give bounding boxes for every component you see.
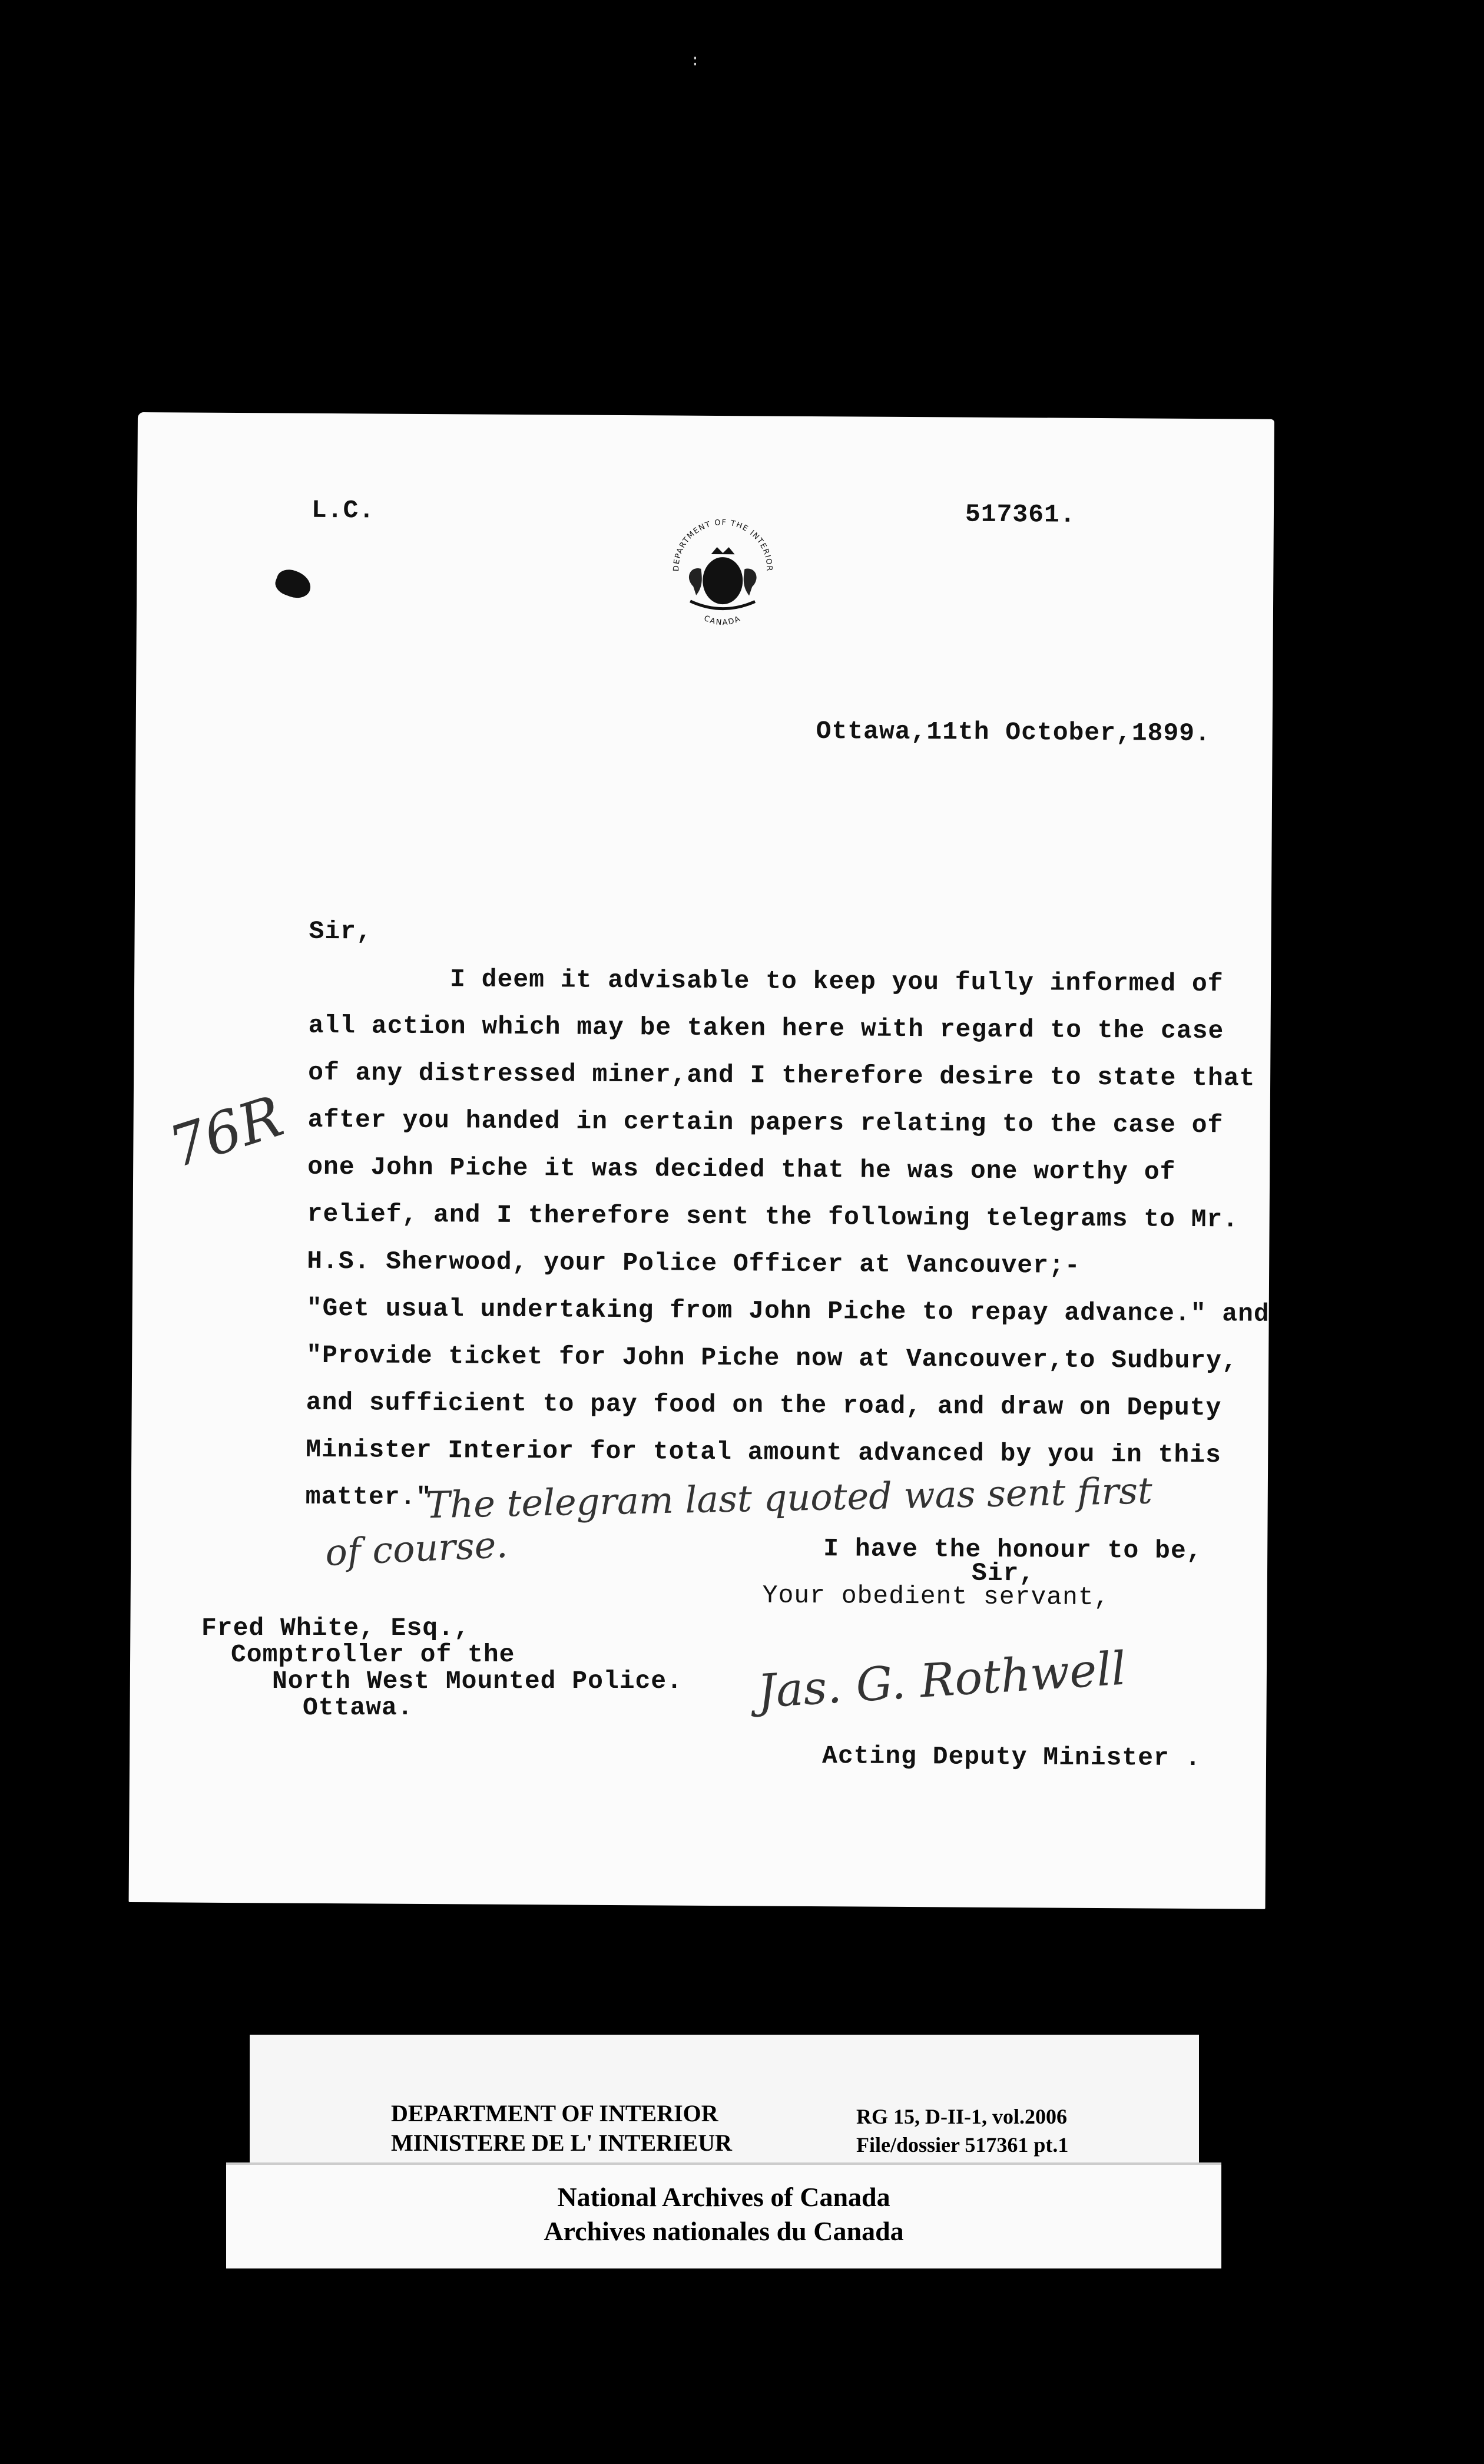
dept-english: DEPARTMENT OF INTERIOR: [391, 2100, 718, 2127]
letter-initials: L.C.: [311, 495, 375, 525]
film-dots: :: [690, 52, 700, 71]
recipient-line: Comptroller of the: [231, 1640, 515, 1669]
body-line: all action which may be taken here with regard to the case: [308, 1011, 1224, 1046]
archives-english: National Archives of Canada: [557, 2182, 890, 2212]
body-line: matter.": [305, 1482, 432, 1512]
svg-text:CANADA: [703, 614, 743, 628]
signer-title: Acting Deputy Minister .: [822, 1741, 1201, 1773]
archive-reference: RG 15, D-II-1, vol.2006: [856, 2105, 1067, 2128]
ink-blot: [272, 566, 314, 602]
body-line: and sufficient to pay food on the road, and draw on Deputy: [306, 1387, 1222, 1423]
body-line: one John Piche it was decided that he was one worthy of: [307, 1152, 1176, 1187]
closing-line: Sir,: [971, 1558, 1035, 1588]
body-line: Minister Interior for total amount advanced by you in this: [306, 1435, 1222, 1470]
handwritten-addition: of course.: [324, 1522, 509, 1575]
closing-line: Your obedient servant,: [762, 1581, 1110, 1612]
margin-note: 76R: [161, 1083, 291, 1181]
crest-bottom-text: CANADA: [702, 614, 743, 628]
date-line: Ottawa,11th October,1899.: [816, 717, 1211, 749]
body-line: I deem it advisable to keep you fully informed of: [449, 965, 1224, 999]
body-line: H.S. Sherwood, your Police Officer at Vancouver;-: [307, 1246, 1081, 1280]
body-line: of any distressed miner,and I therefore desire to state that: [308, 1058, 1256, 1093]
archive-label-top: [250, 2035, 1199, 2181]
file-number: 517361.: [965, 499, 1076, 529]
body-line: after you handed in certain papers relating to the case of: [307, 1105, 1224, 1140]
recipient-line: Ottawa.: [303, 1693, 413, 1722]
archives-french: Archives nationales du Canada: [544, 2216, 904, 2246]
closing-line: I have the honour to be,: [823, 1534, 1203, 1566]
department-crest-icon: [661, 512, 785, 640]
archive-label-bottom: [226, 2162, 1221, 2268]
crest-top-text: DEPARTMENT OF THE INTERIOR: [672, 518, 774, 572]
salutation: Sir,: [309, 916, 372, 946]
signature: Jas. G. Rothwell: [756, 1642, 1128, 1719]
recipient-line: North West Mounted Police.: [272, 1667, 683, 1695]
recipient-line: Fred White, Esq.,: [201, 1614, 470, 1642]
handwritten-addition: The telegram last quoted was sent first: [425, 1469, 1153, 1527]
dept-french: MINISTERE DE L' INTERIEUR: [391, 2129, 733, 2156]
body-line: relief, and I therefore sent the following telegrams to Mr.: [307, 1199, 1239, 1234]
body-line: "Provide ticket for John Piche now at Vancouver,to Sudbury,: [306, 1340, 1238, 1376]
body-line: "Get usual undertaking from John Piche to repay advance." and: [306, 1293, 1270, 1329]
archive-file: File/dossier 517361 pt.1: [856, 2133, 1069, 2157]
